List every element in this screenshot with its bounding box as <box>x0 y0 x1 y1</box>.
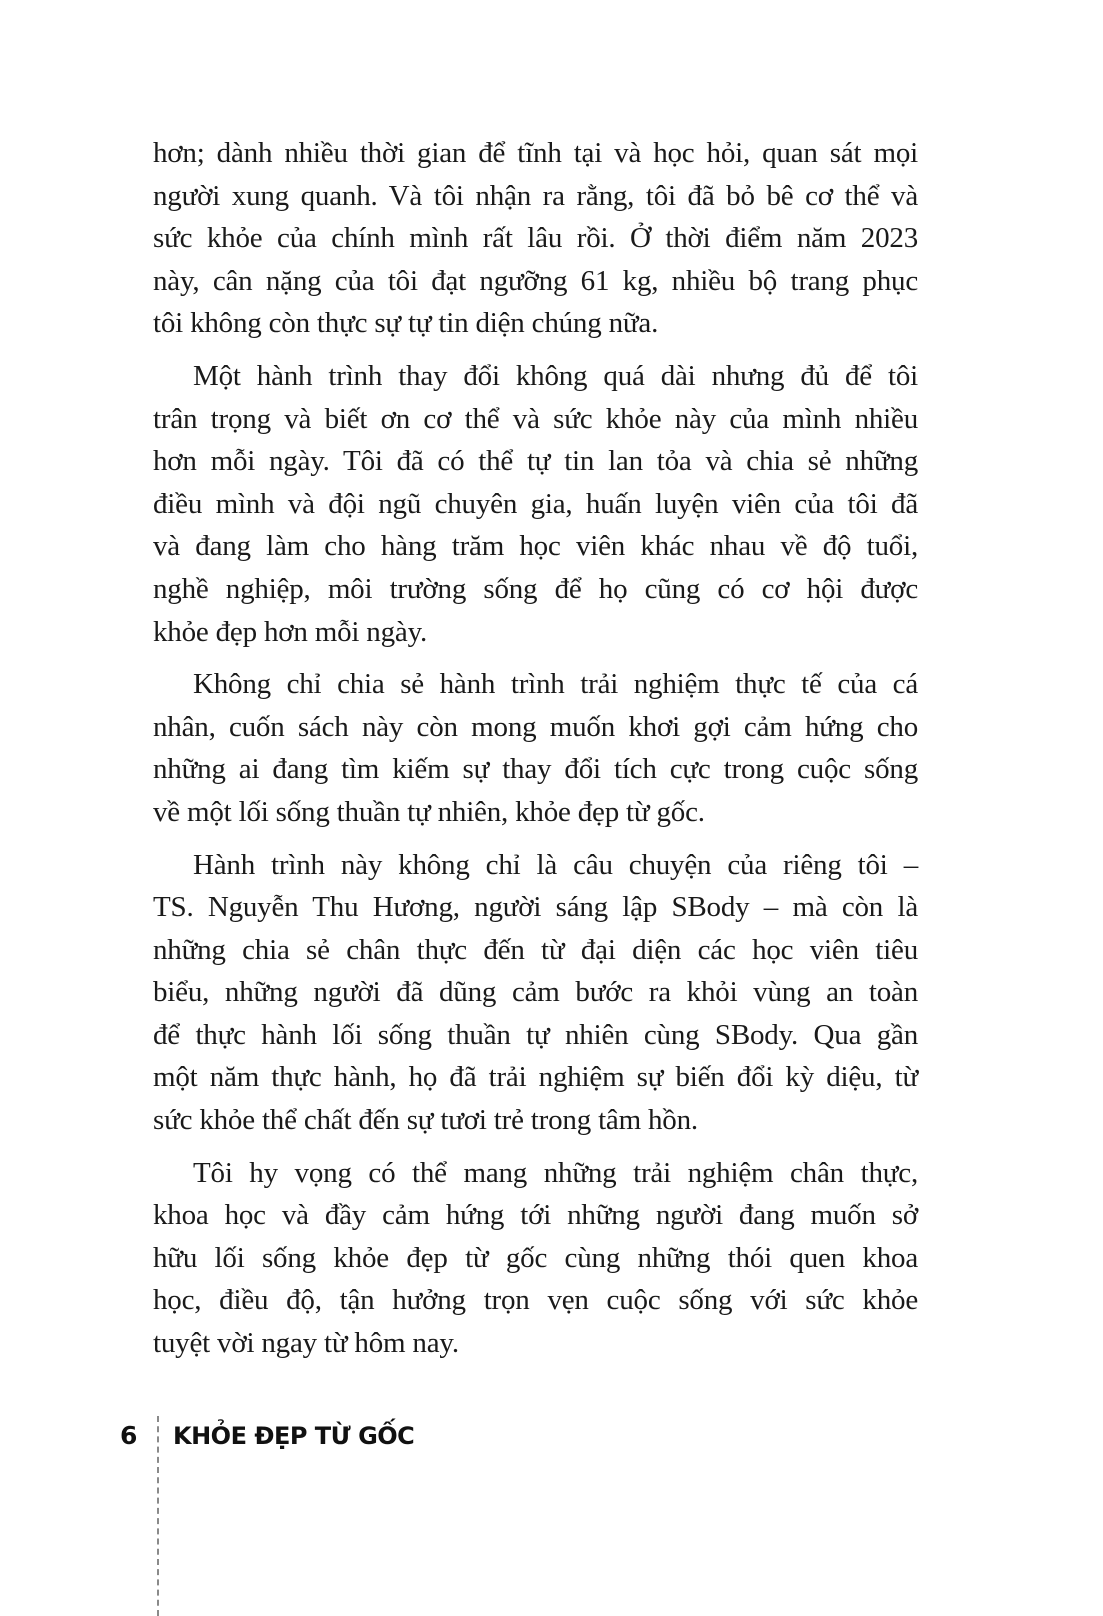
paragraph <box>153 844 918 1142</box>
text-line: người xung quanh. Và tôi nhận ra rằng, tôi đã bỏ bê cơ thể và <box>153 179 918 212</box>
dashed-divider <box>157 1416 159 1616</box>
paragraph <box>153 1152 918 1365</box>
text-line: điều mình và đội ngũ chuyên gia, huấn luyện viên của tôi đã <box>153 487 918 520</box>
text-line: học, điều độ, tận hưởng trọn vẹn cuộc sống với sức khỏe <box>153 1284 918 1317</box>
text-line: tôi không còn thực sự tự tin diện chúng nữa. <box>153 307 659 340</box>
text-line: nghề nghiệp, môi trường sống để họ cũng có cơ hội được <box>153 572 918 605</box>
text-line: khỏe đẹp hơn mỗi ngày. <box>153 615 428 648</box>
text-line: một năm thực hành, họ đã trải nghiệm sự biến đổi kỳ diệu, từ <box>153 1061 918 1094</box>
text-line: này, cân nặng của tôi đạt ngưỡng 61 kg, nhiều bộ trang phục <box>153 264 918 297</box>
paragraph <box>153 663 918 833</box>
text-line: khoa học và đầy cảm hứng tới những người đang muốn sở <box>153 1199 918 1232</box>
text-line: Tôi hy vọng có thể mang những trải nghiệm chân thực, <box>193 1156 918 1189</box>
running-title: KHỎE ĐẸP TỪ GỐC <box>173 1422 415 1450</box>
text-line: những chia sẻ chân thực đến từ đại diện các học viên tiêu <box>153 933 918 966</box>
page-body <box>153 132 918 1375</box>
paragraph <box>153 355 918 653</box>
text-line: để thực hành lối sống thuần tự nhiên cùng SBody. Qua gần <box>153 1018 918 1051</box>
text-line: sức khỏe của chính mình rất lâu rồi. Ở thời điểm năm 2023 <box>153 222 918 255</box>
text-line: những ai đang tìm kiếm sự thay đổi tích cực trong cuộc sống <box>153 753 918 786</box>
text-line: Hành trình này không chỉ là câu chuyện của riêng tôi – <box>193 848 918 881</box>
text-line: trân trọng và biết ơn cơ thể và sức khỏe này của mình nhiều <box>153 402 918 435</box>
text-line: TS. Nguyễn Thu Hương, người sáng lập SBody – mà còn là <box>153 891 918 924</box>
paragraph <box>153 132 918 345</box>
text-line: hơn mỗi ngày. Tôi đã có thể tự tin lan tỏa và chia sẻ những <box>153 445 918 478</box>
text-line: hơn; dành nhiều thời gian để tĩnh tại và học hỏi, quan sát mọi <box>153 137 918 169</box>
text-line: Không chỉ chia sẻ hành trình trải nghiệm thực tế của cá <box>193 668 918 701</box>
text-line: biểu, những người đã dũng cảm bước ra khỏi vùng an toàn <box>153 976 918 1009</box>
text-line: sức khỏe thể chất đến sự tươi trẻ trong tâm hồn. <box>153 1104 698 1137</box>
page-number: 6 <box>120 1421 138 1450</box>
text-line: hữu lối sống khỏe đẹp từ gốc cùng những thói quen khoa <box>153 1241 918 1274</box>
text-line: về một lối sống thuần tự nhiên, khỏe đẹp từ gốc. <box>153 795 705 828</box>
text-line: tuyệt vời ngay từ hôm nay. <box>153 1327 459 1360</box>
text-line: Một hành trình thay đổi không quá dài nhưng đủ để tôi <box>193 359 918 392</box>
text-line: và đang làm cho hàng trăm học viên khác nhau về độ tuổi, <box>153 530 918 563</box>
text-line: nhân, cuốn sách này còn mong muốn khơi gợi cảm hứng cho <box>153 710 918 743</box>
